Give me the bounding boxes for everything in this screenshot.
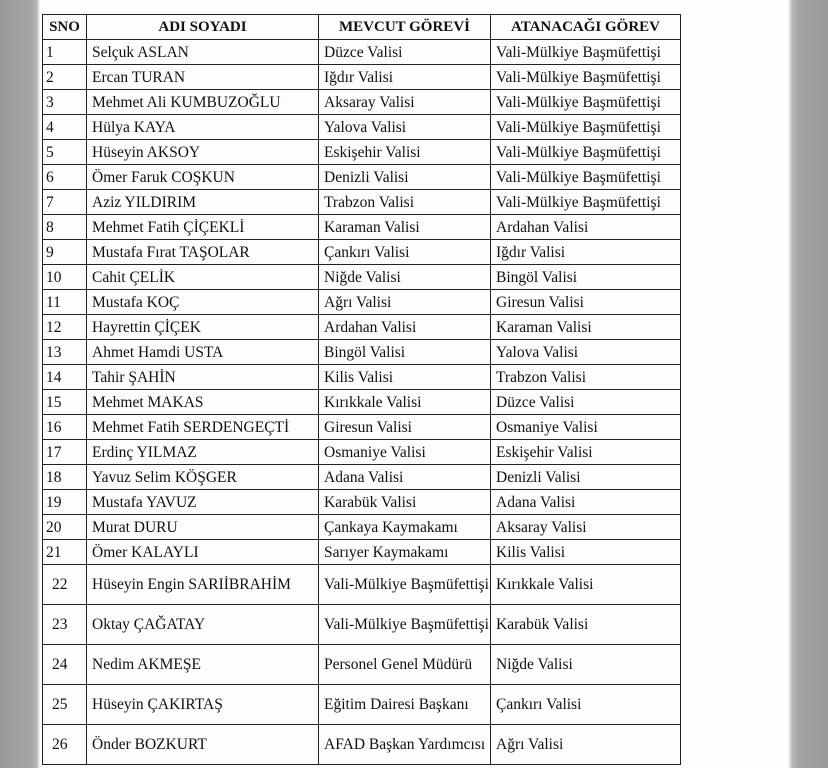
cell-sno: 10 <box>43 265 87 290</box>
cell-current-role: Ardahan Valisi <box>319 315 491 340</box>
cell-current-role: Niğde Valisi <box>319 265 491 290</box>
cell-current-role: Karabük Valisi <box>319 490 491 515</box>
table-row <box>43 440 681 465</box>
cell-name: Ahmet Hamdi USTA <box>87 340 319 365</box>
cell-name: Mustafa Fırat TAŞOLAR <box>87 240 319 265</box>
table-row <box>43 65 681 90</box>
table-row <box>43 365 681 390</box>
cell-name: Mehmet Fatih SERDENGEÇTİ <box>87 415 319 440</box>
cell-sno: 21 <box>43 540 87 565</box>
table-row <box>43 265 681 290</box>
cell-sno: 23 <box>43 605 87 645</box>
cell-current-role: Denizli Valisi <box>319 165 491 190</box>
cell-new-role: Vali-Mülkiye Başmüfettişi <box>491 90 681 115</box>
appointments-table <box>42 14 681 765</box>
cell-current-role: Trabzon Valisi <box>319 190 491 215</box>
table-row <box>43 390 681 415</box>
cell-current-role: Çankırı Valisi <box>319 240 491 265</box>
cell-new-role: Iğdır Valisi <box>491 240 681 265</box>
header-current-role: MEVCUT GÖREVİ <box>319 15 491 40</box>
table-row <box>43 240 681 265</box>
table-row <box>43 115 681 140</box>
cell-name: Yavuz Selim KÖŞGER <box>87 465 319 490</box>
cell-new-role: Aksaray Valisi <box>491 515 681 540</box>
cell-new-role: Karabük Valisi <box>491 605 681 645</box>
cell-current-role: Iğdır Valisi <box>319 65 491 90</box>
cell-name: Ömer KALAYLI <box>87 540 319 565</box>
cell-new-role: Ardahan Valisi <box>491 215 681 240</box>
cell-new-role: Vali-Mülkiye Başmüfettişi <box>491 140 681 165</box>
cell-new-role: Adana Valisi <box>491 490 681 515</box>
cell-sno: 5 <box>43 140 87 165</box>
header-new-role: ATANACAĞI GÖREV <box>491 15 681 40</box>
cell-name: Hülya KAYA <box>87 115 319 140</box>
cell-name: Mehmet Fatih ÇİÇEKLİ <box>87 215 319 240</box>
cell-name: Hayrettin ÇİÇEK <box>87 315 319 340</box>
header-name: ADI SOYADI <box>87 15 319 40</box>
cell-new-role: Çankırı Valisi <box>491 685 681 725</box>
table-row <box>43 645 681 685</box>
cell-current-role: Ağrı Valisi <box>319 290 491 315</box>
cell-sno: 3 <box>43 90 87 115</box>
cell-new-role: Düzce Valisi <box>491 390 681 415</box>
cell-sno: 4 <box>43 115 87 140</box>
cell-current-role: AFAD Başkan Yardımcısı <box>319 725 491 765</box>
cell-sno: 6 <box>43 165 87 190</box>
table-row <box>43 515 681 540</box>
cell-name: Ömer Faruk COŞKUN <box>87 165 319 190</box>
cell-current-role: Eğitim Dairesi Başkanı <box>319 685 491 725</box>
cell-new-role: Vali-Mülkiye Başmüfettişi <box>491 40 681 65</box>
cell-new-role: Vali-Mülkiye Başmüfettişi <box>491 190 681 215</box>
cell-new-role: Vali-Mülkiye Başmüfettişi <box>491 65 681 90</box>
cell-current-role: Personel Genel Müdürü <box>319 645 491 685</box>
table-row <box>43 565 681 605</box>
table-row <box>43 415 681 440</box>
table-row <box>43 340 681 365</box>
cell-current-role: Sarıyer Kaymakamı <box>319 540 491 565</box>
cell-current-role: Vali-Mülkiye Başmüfettişi <box>319 605 491 645</box>
cell-new-role: Eskişehir Valisi <box>491 440 681 465</box>
cell-sno: 7 <box>43 190 87 215</box>
cell-sno: 8 <box>43 215 87 240</box>
cell-sno: 11 <box>43 290 87 315</box>
cell-name: Selçuk ASLAN <box>87 40 319 65</box>
cell-new-role: Karaman Valisi <box>491 315 681 340</box>
cell-sno: 13 <box>43 340 87 365</box>
cell-current-role: Kırıkkale Valisi <box>319 390 491 415</box>
table-row <box>43 90 681 115</box>
cell-sno: 24 <box>43 645 87 685</box>
cell-current-role: Vali-Mülkiye Başmüfettişi <box>319 565 491 605</box>
cell-name: Hüseyin AKSOY <box>87 140 319 165</box>
cell-name: Murat DURU <box>87 515 319 540</box>
table-row <box>43 140 681 165</box>
table-row <box>43 290 681 315</box>
cell-new-role: Trabzon Valisi <box>491 365 681 390</box>
cell-current-role: Yalova Valisi <box>319 115 491 140</box>
cell-current-role: Aksaray Valisi <box>319 90 491 115</box>
cell-name: Mehmet MAKAS <box>87 390 319 415</box>
table-row <box>43 215 681 240</box>
cell-new-role: Kilis Valisi <box>491 540 681 565</box>
cell-sno: 12 <box>43 315 87 340</box>
cell-name: Mustafa YAVUZ <box>87 490 319 515</box>
table-row <box>43 190 681 215</box>
cell-sno: 18 <box>43 465 87 490</box>
cell-current-role: Çankaya Kaymakamı <box>319 515 491 540</box>
cell-new-role: Osmaniye Valisi <box>491 415 681 440</box>
cell-name: Ercan TURAN <box>87 65 319 90</box>
cell-current-role: Giresun Valisi <box>319 415 491 440</box>
cell-name: Aziz YILDIRIM <box>87 190 319 215</box>
cell-name: Hüseyin Engin SARIİBRAHİM <box>87 565 319 605</box>
cell-sno: 9 <box>43 240 87 265</box>
cell-sno: 19 <box>43 490 87 515</box>
cell-sno: 2 <box>43 65 87 90</box>
cell-sno: 1 <box>43 40 87 65</box>
cell-current-role: Adana Valisi <box>319 465 491 490</box>
cell-sno: 15 <box>43 390 87 415</box>
cell-name: Nedim AKMEŞE <box>87 645 319 685</box>
table-row <box>43 490 681 515</box>
table-row <box>43 605 681 645</box>
table-row <box>43 540 681 565</box>
cell-name: Hüseyin ÇAKIRTAŞ <box>87 685 319 725</box>
cell-current-role: Eskişehir Valisi <box>319 140 491 165</box>
cell-sno: 22 <box>43 565 87 605</box>
cell-new-role: Vali-Mülkiye Başmüfettişi <box>491 165 681 190</box>
cell-sno: 16 <box>43 415 87 440</box>
header-sno: SNO <box>43 15 87 40</box>
cell-new-role: Niğde Valisi <box>491 645 681 685</box>
cell-name: Tahir ŞAHİN <box>87 365 319 390</box>
table-row <box>43 465 681 490</box>
cell-name: Mustafa KOÇ <box>87 290 319 315</box>
cell-new-role: Ağrı Valisi <box>491 725 681 765</box>
header-row <box>43 15 681 40</box>
cell-current-role: Karaman Valisi <box>319 215 491 240</box>
table-row <box>43 165 681 190</box>
cell-new-role: Yalova Valisi <box>491 340 681 365</box>
cell-new-role: Kırıkkale Valisi <box>491 565 681 605</box>
cell-sno: 25 <box>43 685 87 725</box>
cell-current-role: Kilis Valisi <box>319 365 491 390</box>
table-row <box>43 685 681 725</box>
table-row <box>43 40 681 65</box>
cell-name: Oktay ÇAĞATAY <box>87 605 319 645</box>
cell-name: Erdinç YILMAZ <box>87 440 319 465</box>
cell-new-role: Bingöl Valisi <box>491 265 681 290</box>
cell-name: Önder BOZKURT <box>87 725 319 765</box>
cell-sno: 20 <box>43 515 87 540</box>
table-body <box>43 40 681 765</box>
cell-sno: 17 <box>43 440 87 465</box>
table-row <box>43 725 681 765</box>
cell-current-role: Bingöl Valisi <box>319 340 491 365</box>
cell-current-role: Düzce Valisi <box>319 40 491 65</box>
cell-new-role: Giresun Valisi <box>491 290 681 315</box>
cell-new-role: Denizli Valisi <box>491 465 681 490</box>
cell-new-role: Vali-Mülkiye Başmüfettişi <box>491 115 681 140</box>
cell-sno: 14 <box>43 365 87 390</box>
cell-sno: 26 <box>43 725 87 765</box>
cell-current-role: Osmaniye Valisi <box>319 440 491 465</box>
cell-name: Cahit ÇELİK <box>87 265 319 290</box>
table-row <box>43 315 681 340</box>
cell-name: Mehmet Ali KUMBUZOĞLU <box>87 90 319 115</box>
